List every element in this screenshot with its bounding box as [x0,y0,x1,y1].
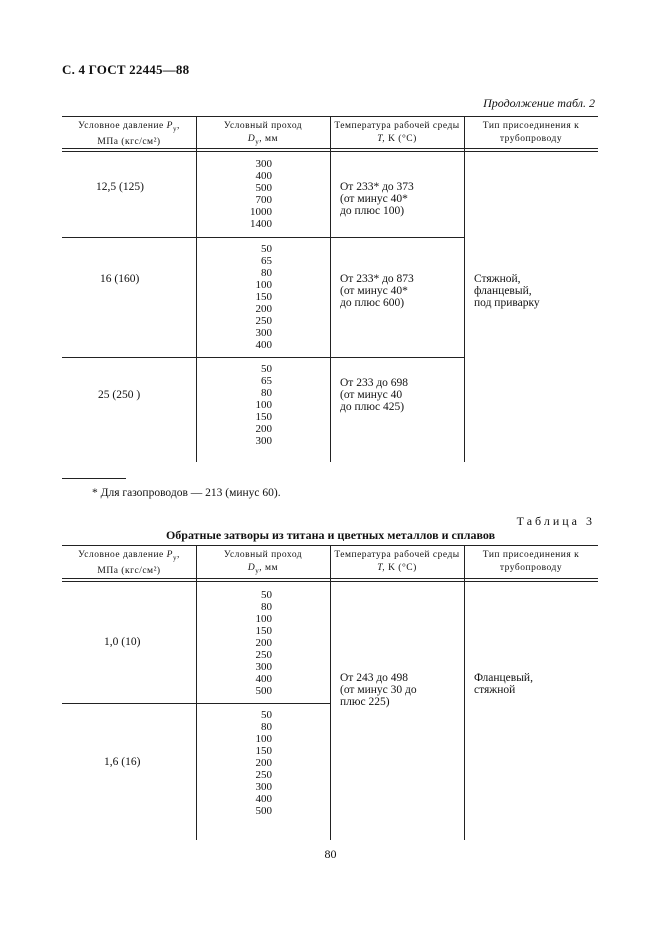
diameter-value: 200 [255,757,272,769]
table-2-column-rule [196,116,197,462]
table-3-title: Обратные затворы из титана и цветных металлов и сплавов [165,528,496,542]
pressure-cell: 1,6 (16) [104,756,141,768]
diameter-list [202,709,272,817]
diameter-value: 250 [255,769,272,781]
diameter-value: 250 [255,315,272,327]
diameter-value: 300 [255,435,272,447]
diameter-value: 100 [255,279,272,291]
table-2-column-rule [464,116,465,462]
diameter-value: 500 [255,805,272,817]
pressure-cell: 1,0 (10) [104,636,141,648]
column-header-connection: Тип присоединения к трубопроводу [482,550,580,573]
connection-cell: Фланцевый, стяжной [474,672,533,696]
diameter-value: 150 [255,625,272,637]
column-header-temperature: Температура рабочей среды T, K (°C) [334,550,460,573]
column-header-connection: Тип присоединения к трубопроводу [482,121,580,144]
diameter-value: 50 [261,709,272,721]
column-header-pressure: Условное давление $P_y$, МПа (кгс/см²) [78,121,180,147]
diameter-value: 100 [255,733,272,745]
table-2-row-divider [62,357,464,358]
page-header: С. 4 ГОСТ 22445—88 [62,62,190,77]
diameter-value: 500 [255,182,272,194]
temperature-cell: От 233* до 373 (от минус 40* до плюс 100) [340,181,414,217]
diameter-value: 300 [255,158,272,170]
diameter-value: 150 [255,745,272,757]
diameter-list [202,589,272,697]
diameter-value: 400 [255,793,272,805]
temperature-cell: От 233 до 698 (от минус 40 до плюс 425) [340,377,409,413]
diameter-value: 80 [261,601,272,613]
diameter-value: 50 [261,363,272,375]
diameter-value: 200 [255,637,272,649]
table-3-label: Таблица 3 [516,514,595,528]
connection-cell: Стяжной, фланцевый, под приварку [474,273,540,309]
pressure-cell: 12,5 (125) [96,181,144,193]
diameter-value: 200 [255,423,272,435]
diameter-value: 100 [255,399,272,411]
diameter-value: 150 [255,291,272,303]
diameter-value: 500 [255,685,272,697]
diameter-value: 250 [255,649,272,661]
page-number: 80 [324,847,337,861]
table-3-column-rule [196,545,197,840]
diameter-value: 100 [255,613,272,625]
pressure-cell: 25 (250 ) [98,389,141,401]
pressure-cell: 16 (160) [100,273,140,285]
diameter-value: 300 [255,327,272,339]
footnote-rule [62,478,126,479]
diameter-value: 65 [261,255,272,267]
column-header-temperature: Температура рабочей среды T, K (°C) [334,121,460,144]
diameter-value: 80 [261,721,272,733]
temperature-cell: От 243 до 498 (от минус 30 до плюс 225) [340,672,417,708]
column-header-pressure: Условное давление $P_y$, МПа (кгс/см²) [78,550,180,576]
diameter-value: 50 [261,243,272,255]
table-3-column-rule [464,545,465,840]
diameter-value: 700 [255,194,272,206]
diameter-value: 80 [261,387,272,399]
diameter-value: 400 [255,339,272,351]
diameter-value: 300 [255,661,272,673]
diameter-value: 400 [255,170,272,182]
footnote: * Для газопроводов — 213 (минус 60). [92,487,281,499]
diameter-list [202,158,272,230]
diameter-value: 300 [255,781,272,793]
table-2-row-divider [62,237,464,238]
diameter-list [202,363,272,447]
diameter-value: 50 [261,589,272,601]
diameter-value: 1000 [250,206,272,218]
column-header-diameter: Условный проход $D_y$, мм [223,550,303,575]
table-continuation-note: Продолжение табл. 2 [483,96,595,110]
diameter-value: 1400 [250,218,272,230]
diameter-value: 400 [255,673,272,685]
table-3-column-rule [330,545,331,840]
diameter-value: 150 [255,411,272,423]
diameter-value: 65 [261,375,272,387]
diameter-value: 200 [255,303,272,315]
table-2-column-rule [330,116,331,462]
temperature-cell: От 233* до 873 (от минус 40* до плюс 600) [340,273,414,309]
column-header-diameter: Условный проход $D_y$, мм [223,121,303,146]
diameter-list [202,243,272,351]
diameter-value: 80 [261,267,272,279]
